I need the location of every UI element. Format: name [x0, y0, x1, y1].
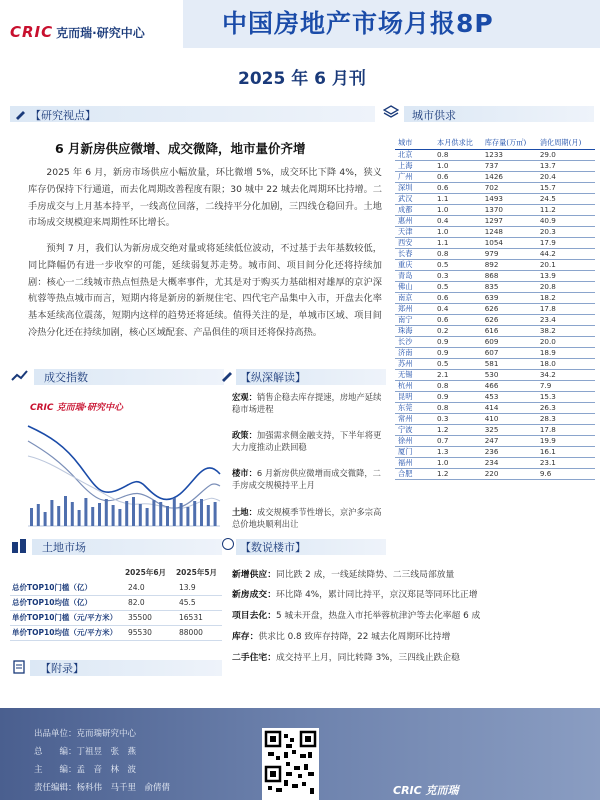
- interp-value: 加强需求侧金融支持，下半年将更大力度推动止跌回稳: [232, 430, 382, 452]
- table-cell: 1233: [485, 149, 540, 160]
- table-row: [395, 413, 595, 424]
- city-name: 苏州: [395, 358, 437, 369]
- city-name: 武汉: [395, 193, 437, 204]
- interp-item-policy: [232, 429, 387, 453]
- chart-bar: [64, 496, 67, 526]
- table-cell: 410: [485, 413, 540, 424]
- digital-value: 同比跌 2 成，一线延续降势、二三线局部放量: [276, 570, 455, 580]
- chart-icon: [10, 368, 30, 384]
- footer-line-responsible: [34, 781, 170, 793]
- table-row: [395, 270, 595, 281]
- table-cell: 34.2: [540, 369, 595, 380]
- chart-bar: [44, 512, 47, 526]
- table-cell: 236: [485, 446, 540, 457]
- table-row: [395, 424, 595, 435]
- table-cell: 639: [485, 292, 540, 303]
- table-row: [395, 215, 595, 226]
- table-cell: 23.1: [540, 457, 595, 468]
- city-name: 杭州: [395, 380, 437, 391]
- table-cell: 0.3: [437, 413, 485, 424]
- table-cell: 9.6: [540, 468, 595, 479]
- interp-key: 政策：: [232, 430, 257, 440]
- chart-bar: [125, 501, 128, 526]
- city-name: 昆明: [395, 391, 437, 402]
- interp-key: 土地：: [232, 507, 257, 517]
- table-cell: 28.3: [540, 413, 595, 424]
- table-cell: 626: [485, 303, 540, 314]
- table-cell: 1426: [485, 171, 540, 182]
- table-cell: 1297: [485, 215, 540, 226]
- logo-sub: 克而瑞·研究中心: [56, 25, 145, 40]
- layers-icon: [383, 104, 399, 120]
- table-row: [395, 446, 595, 457]
- table-row: [395, 347, 595, 358]
- footer-line-chief: [34, 745, 136, 757]
- table-cell: 1.0: [437, 457, 485, 468]
- table-row: [395, 237, 595, 248]
- footer-line-editor: [34, 763, 136, 775]
- chart-bar: [84, 498, 87, 526]
- city-name: 济南: [395, 347, 437, 358]
- article-paragraph-2: 预判 7 月，我们认为新房成交绝对量或将延续低位波动，不过基于去年基数较低，同比降幅仍有进一步收窄的可能，延续弱复苏走势。城市间、项目间分化还将持续加剧：核心一二线城市热点恒热是大概率事件，尤其是对于购买力基础相对雄厚的京沪深杭蓉等热点城市而言，短期内将是新房的新规住宅、四代宅产品集中入市，开盘去化率基本延续高位震荡，短期内这样的趋势还将延续。值得关注的是，单城市区域、项目间冷热分化还在持续加剧，核心区域配套、产品俱佳的项目还将保持高热。: [28, 243, 382, 338]
- table-cell: 1.2: [437, 424, 485, 435]
- pen-icon: [220, 368, 234, 382]
- table-cell: 20.0: [540, 336, 595, 347]
- qr-code-pattern: [262, 728, 319, 800]
- table-cell: 38.2: [540, 325, 595, 336]
- land-section-label: 土地市场: [42, 541, 86, 554]
- table-cell: 1.2: [437, 468, 485, 479]
- building-icon: [10, 538, 28, 554]
- table-cell: 15.3: [540, 391, 595, 402]
- interp-item-market: [232, 467, 387, 491]
- col-inventory: 库存量(万㎡): [485, 138, 540, 149]
- city-name: 徐州: [395, 435, 437, 446]
- table-cell: 0.5: [437, 259, 485, 270]
- table-cell: 20.8: [540, 281, 595, 292]
- table-cell: 0.9: [437, 336, 485, 347]
- table-cell: 95530: [120, 625, 171, 640]
- table-cell: 220: [485, 468, 540, 479]
- digital-item-deal: [232, 587, 592, 600]
- chart-bar: [91, 507, 94, 526]
- table-row: [395, 193, 595, 204]
- chart-bar: [105, 499, 108, 526]
- table-row: [395, 259, 595, 270]
- table-row: [395, 391, 595, 402]
- table-cell: 23.4: [540, 314, 595, 325]
- table-row: [395, 380, 595, 391]
- table-row: [395, 281, 595, 292]
- interp-value: 销售企稳去库存提速，房地产延续稳市场进程: [232, 392, 382, 414]
- table-cell: 19.9: [540, 435, 595, 446]
- table-cell: 29.0: [540, 149, 595, 160]
- city-name: 福州: [395, 457, 437, 468]
- chart-bar: [50, 500, 53, 526]
- table-row: [395, 369, 595, 380]
- city-name: 郑州: [395, 303, 437, 314]
- table-cell: 16.1: [540, 446, 595, 457]
- interp-key: 宏观：: [232, 392, 257, 402]
- table-cell: 11.2: [540, 204, 595, 215]
- table-cell: 414: [485, 402, 540, 413]
- chart-bar: [152, 500, 155, 526]
- col-ratio: 本月供求比: [437, 138, 485, 149]
- col-city: 城市: [395, 138, 437, 149]
- city-name: 北京: [395, 149, 437, 160]
- chart-line-secondary: [28, 441, 220, 508]
- table-cell: 530: [485, 369, 540, 380]
- table-cell: 1.1: [437, 237, 485, 248]
- research-section-label: 【研究视点】: [30, 109, 96, 122]
- chart-bar: [146, 508, 149, 526]
- city-name: 珠海: [395, 325, 437, 336]
- table-cell: 1370: [485, 204, 540, 215]
- digital-value: 成交持平上月，同比转降 3%，三四线止跌企稳: [276, 653, 460, 663]
- table-cell: 82.0: [120, 595, 171, 610]
- footer-value: 克而瑞研究中心: [76, 729, 137, 739]
- table-cell: 737: [485, 160, 540, 171]
- chart-bar: [30, 508, 33, 526]
- table-row: [395, 226, 595, 237]
- target-icon: [222, 538, 234, 550]
- table-row: [395, 336, 595, 347]
- chart-bar: [118, 509, 121, 526]
- city-name: 深圳: [395, 182, 437, 193]
- document-icon: [12, 660, 26, 674]
- digital-item-inventory: [232, 629, 592, 642]
- chart-watermark: CRIC 克而瑞·研究中心: [30, 403, 124, 413]
- qr-code: [262, 728, 319, 800]
- city-name: 长春: [395, 248, 437, 259]
- table-cell: 13.9: [540, 270, 595, 281]
- col-cycle: 消化周期(月): [540, 138, 595, 149]
- city-section-label: 城市供求: [412, 109, 456, 122]
- table-cell: 0.6: [437, 182, 485, 193]
- digital-key: 库存：: [232, 632, 259, 642]
- table-cell: 15.7: [540, 182, 595, 193]
- table-cell: 0.8: [437, 402, 485, 413]
- interp-value: 成交规模季节性增长，京沪多宗高总价地块顺利出让: [232, 507, 382, 529]
- digital-item-absorption: [232, 608, 592, 621]
- chart-bar: [166, 506, 169, 526]
- table-cell: 0.8: [437, 149, 485, 160]
- table-cell: 13.7: [540, 160, 595, 171]
- table-cell: 18.2: [540, 292, 595, 303]
- table-cell: 0.9: [437, 347, 485, 358]
- city-name: 合肥: [395, 468, 437, 479]
- table-cell: 17.9: [540, 237, 595, 248]
- table-cell: 88000: [171, 625, 222, 640]
- table-row: [395, 204, 595, 215]
- city-name: 惠州: [395, 215, 437, 226]
- table-cell: 1493: [485, 193, 540, 204]
- land-col-may: 2025年5月: [175, 568, 218, 577]
- table-cell: 16531: [171, 610, 222, 625]
- table-cell: 20.4: [540, 171, 595, 182]
- table-row: [395, 468, 595, 479]
- city-name: 成都: [395, 204, 437, 215]
- cric-logo: [10, 20, 180, 44]
- table-row: [395, 402, 595, 413]
- table-cell: 1248: [485, 226, 540, 237]
- table-cell: 247: [485, 435, 540, 446]
- table-cell: 0.7: [437, 435, 485, 446]
- footer-line-publisher: [34, 727, 136, 739]
- digital-key: 项目去化：: [232, 611, 276, 621]
- chart-bar: [78, 510, 81, 526]
- table-cell: 0.8: [437, 248, 485, 259]
- table-row: [10, 625, 222, 640]
- table-cell: 45.5: [171, 595, 222, 610]
- table-cell: 325: [485, 424, 540, 435]
- table-cell: 24.0: [120, 580, 171, 595]
- chart-bar: [98, 503, 101, 526]
- table-cell: 1.0: [437, 226, 485, 237]
- table-cell: 892: [485, 259, 540, 270]
- article-title: 6 月新房供应微增、成交微降，地市量价齐增: [55, 141, 306, 156]
- table-cell: 702: [485, 182, 540, 193]
- table-cell: 13.9: [171, 580, 222, 595]
- table-cell: 0.4: [437, 215, 485, 226]
- table-cell: 20.1: [540, 259, 595, 270]
- city-name: 南宁: [395, 314, 437, 325]
- table-cell: 0.9: [437, 391, 485, 402]
- table-cell: 616: [485, 325, 540, 336]
- chart-line-main: [28, 426, 220, 499]
- chart-bar: [139, 504, 142, 526]
- digital-item-secondhand: [232, 650, 592, 663]
- chart-bar: [200, 499, 203, 526]
- city-name: 天津: [395, 226, 437, 237]
- city-name: 广州: [395, 171, 437, 182]
- issue-label: 2025 年 6 月刊: [238, 69, 366, 89]
- table-row: [10, 580, 222, 595]
- footer-key: 总 编：: [34, 747, 77, 757]
- table-cell: 0.6: [437, 292, 485, 303]
- table-cell: 40.9: [540, 215, 595, 226]
- deal-index-section-label: 成交指数: [44, 371, 88, 384]
- footer-value: 孟 音 林 波: [76, 765, 137, 775]
- digital-value: 供求比 0.8 致库存持降，22 城去化周期环比持增: [258, 632, 451, 642]
- table-cell: 1.3: [437, 446, 485, 457]
- table-cell: 453: [485, 391, 540, 402]
- table-cell: 234: [485, 457, 540, 468]
- city-name: 厦门: [395, 446, 437, 457]
- city-name: 重庆: [395, 259, 437, 270]
- digital-section-label: 【数说楼市】: [240, 541, 306, 554]
- chart-bar: [214, 502, 217, 526]
- table-cell: 26.3: [540, 402, 595, 413]
- table-row: [395, 182, 595, 193]
- article-paragraph-1: 2025 年 6 月，新房市场供应小幅放量，环比微增 5%，成交环比下降 4%，狭义库存仍保持下行通道，而去化周期改善程度有限；30 城中 22 城去化周期环比持增。二手房成交与上月基本持平，一线高位回落，二线持平分化加剧，三四线仓稳回升。土地市场成交规模迎来周期性环比增长。: [28, 167, 382, 229]
- table-cell: 607: [485, 347, 540, 358]
- footer-value: 杨科伟 马千里 俞倩倩: [76, 783, 171, 793]
- table-cell: 0.5: [437, 358, 485, 369]
- deal-index-chart: [20, 386, 225, 536]
- table-row: [395, 435, 595, 446]
- table-cell: 20.3: [540, 226, 595, 237]
- table-cell: 626: [485, 314, 540, 325]
- footer-value: 丁祖昱 张 燕: [76, 747, 137, 757]
- table-cell: 2.1: [437, 369, 485, 380]
- city-name: 长沙: [395, 336, 437, 347]
- digital-value: 环比降 4%，累计同比持平，京汉郑昆等同环比正增: [276, 590, 478, 600]
- table-row: [395, 149, 595, 160]
- appendix-section-label: 【附录】: [40, 662, 84, 675]
- digital-item-supply: [232, 567, 592, 580]
- table-cell: 979: [485, 248, 540, 259]
- table-cell: 35500: [120, 610, 171, 625]
- interp-item-macro: [232, 391, 387, 415]
- digital-value: 5 城未开盘，热盘入市托举蓉杭津沪等去化率超 6 成: [276, 611, 481, 621]
- chart-bar: [112, 505, 115, 526]
- table-row: [395, 325, 595, 336]
- table-cell: 1.1: [437, 193, 485, 204]
- table-cell: 17.8: [540, 303, 595, 314]
- table-row: [10, 595, 222, 610]
- land-row-label: 单价TOP10均值（元/平方米）: [10, 625, 120, 640]
- table-cell: 1.0: [437, 160, 485, 171]
- land-row-label: 总价TOP10均值（亿）: [10, 595, 120, 610]
- city-name: 青岛: [395, 270, 437, 281]
- chart-bar: [173, 498, 176, 526]
- table-cell: 7.9: [540, 380, 595, 391]
- digital-key: 新增供应：: [232, 570, 276, 580]
- chart-bar: [132, 497, 135, 526]
- table-row: [395, 314, 595, 325]
- table-cell: 0.8: [437, 380, 485, 391]
- table-cell: 0.6: [437, 171, 485, 182]
- table-cell: 18.0: [540, 358, 595, 369]
- footer-key: 主 编：: [34, 765, 77, 775]
- chart-bar: [186, 507, 189, 526]
- interp-value: 6 月新房供应微增而成交微降，二手房成交规模持平上月: [232, 468, 381, 490]
- land-row-label: 单价TOP10门槛（元/平方米）: [10, 610, 120, 625]
- table-cell: 868: [485, 270, 540, 281]
- chart-bar: [207, 505, 210, 526]
- table-cell: 0.6: [437, 314, 485, 325]
- footer-logo: CRIC 克而瑞: [393, 784, 459, 797]
- city-name: 佛山: [395, 281, 437, 292]
- footer-key: 责任编辑：: [34, 783, 77, 793]
- chart-bar: [37, 504, 40, 526]
- city-name: 西安: [395, 237, 437, 248]
- table-row: [10, 610, 222, 625]
- interp-section-label: 【纵深解读】: [240, 371, 306, 384]
- page-title: 中国房地产市场月报8P: [222, 9, 494, 38]
- table-row: [395, 171, 595, 182]
- table-cell: 466: [485, 380, 540, 391]
- digital-key: 新房成交：: [232, 590, 276, 600]
- table-cell: 835: [485, 281, 540, 292]
- table-cell: 17.8: [540, 424, 595, 435]
- chart-bar: [71, 502, 74, 526]
- table-cell: 0.3: [437, 270, 485, 281]
- table-cell: 1054: [485, 237, 540, 248]
- city-supply-table: [395, 138, 595, 480]
- table-row: [395, 160, 595, 171]
- city-name: 常州: [395, 413, 437, 424]
- table-row: [395, 248, 595, 259]
- logo-brand: CRIC: [10, 23, 54, 41]
- table-cell: 0.4: [437, 303, 485, 314]
- table-row: [395, 457, 595, 468]
- city-name: 宁波: [395, 424, 437, 435]
- table-cell: 24.5: [540, 193, 595, 204]
- chart-bar: [159, 502, 162, 526]
- table-row: [395, 358, 595, 369]
- table-cell: 609: [485, 336, 540, 347]
- land-row-label: 总价TOP10门槛（亿）: [10, 580, 120, 595]
- chart-bar: [180, 503, 183, 526]
- city-name: 东莞: [395, 402, 437, 413]
- city-name: 无锡: [395, 369, 437, 380]
- interp-key: 楼市：: [232, 468, 257, 478]
- table-cell: 18.9: [540, 347, 595, 358]
- table-cell: 581: [485, 358, 540, 369]
- interp-item-land: [232, 506, 387, 530]
- pencil-icon: [14, 108, 26, 120]
- city-name: 上海: [395, 160, 437, 171]
- table-cell: 0.2: [437, 325, 485, 336]
- table-row: [395, 292, 595, 303]
- land-col-june: 2025年6月: [124, 568, 167, 577]
- city-name: 南京: [395, 292, 437, 303]
- footer-key: 出品单位：: [34, 729, 77, 739]
- chart-bar: [193, 501, 196, 526]
- table-row: [395, 303, 595, 314]
- table-cell: 44.2: [540, 248, 595, 259]
- table-cell: 1.0: [437, 204, 485, 215]
- land-col-label: [10, 565, 120, 580]
- table-cell: 0.5: [437, 281, 485, 292]
- land-table: [10, 565, 222, 641]
- chart-bar: [57, 506, 60, 526]
- digital-key: 二手住宅：: [232, 653, 276, 663]
